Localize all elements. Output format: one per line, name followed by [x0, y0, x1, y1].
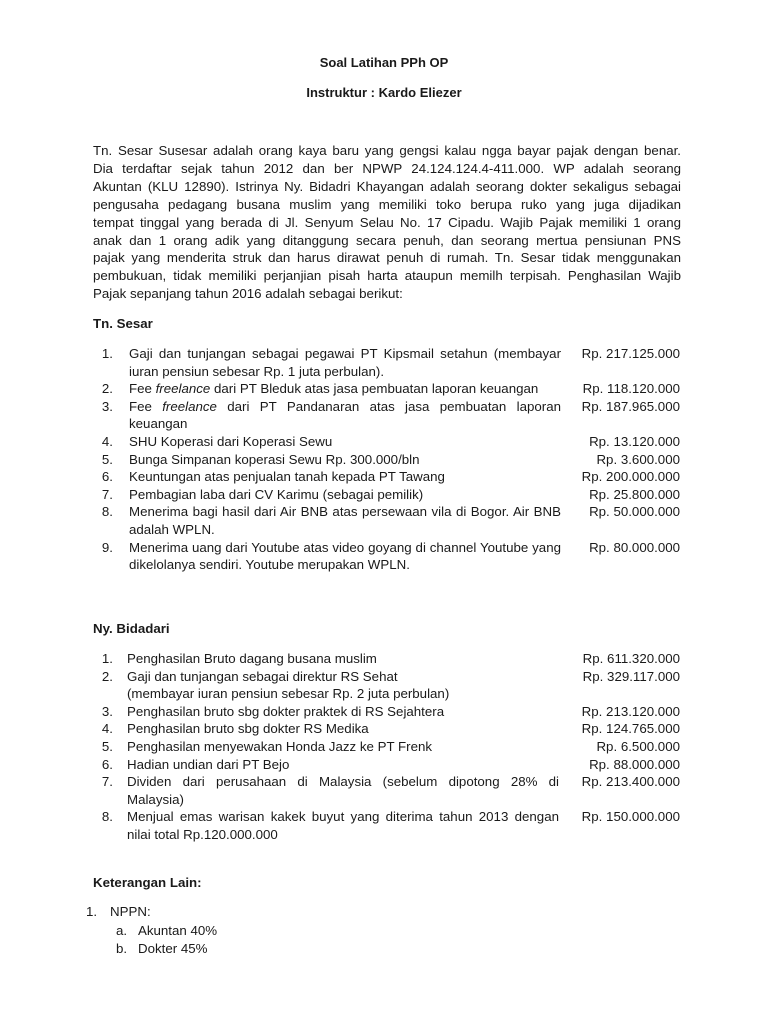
item-description: Fee freelance dari PT Bleduk atas jasa pembuatan laporan keuangan [129, 381, 539, 397]
item-description: Bunga Simpanan koperasi Sewu Rp. 300.000/bln [129, 451, 420, 467]
intro-line: pengusaha pedagang busana muslim yang memiliki toko berupa ruko yang juga dijadikan [93, 196, 681, 212]
item-description: Menerima bagi hasil dari Air BNB atas persewaan vila di Bogor. Air BNB adalah WPLN. [129, 504, 561, 537]
item-amount: Rp. 25.800.000 [589, 486, 680, 502]
item-amount: Rp. 124.765.000 [581, 721, 680, 737]
list-item [93, 486, 685, 504]
item-description: Hadian undian dari PT Bejo [127, 756, 290, 772]
intro-line: Dia terdaftar sejak tahun 2012 dan ber NPWP 24.124.124.4-411.000. WP adalah seorang [93, 160, 681, 176]
item-amount: Rp. 80.000.000 [589, 539, 680, 555]
item-number: 2. [101, 381, 113, 397]
list-item [86, 903, 486, 922]
item-description: Fee freelance dari PT Pandanaran atas jasa pembuatan laporan keuangan [129, 398, 561, 432]
item-amount: Rp. 6.500.000 [596, 738, 680, 754]
intro-line: Akuntan (KLU 12890). Istrinya Ny. Bidadri Khayangan adalah seorang dokter sekaligus sebagai [93, 178, 681, 194]
list-item [93, 398, 685, 433]
item-number: 2. [101, 668, 113, 684]
item-amount: Rp. 13.120.000 [589, 433, 680, 449]
item-description: SHU Koperasi dari Koperasi Sewu [129, 433, 333, 449]
instructor-line: Instruktur : Kardo Eliezer [306, 85, 462, 100]
document-title: Soal Latihan PPh OP [319, 55, 449, 70]
item-amount: Rp. 200.000.000 [581, 469, 680, 485]
sub-list-item [116, 922, 486, 941]
item-number: 5. [101, 451, 113, 467]
notes-list [86, 903, 486, 959]
list-item [93, 650, 685, 668]
list-item [93, 808, 685, 843]
sub-item-text: Akuntan 40% [138, 922, 218, 938]
intro-line: tempat tinggal yang berada di Jl. Senyum Selau No. 17 Cipadu. Wajib Pajak memiliki 1 orang [93, 214, 681, 230]
intro-line: pajak yang menderita struk dan harus dirawat penuh di rumah. Tn. Sesar tidak menggunakan [93, 250, 681, 266]
list-item [93, 703, 685, 721]
item-amount: Rp. 213.120.000 [581, 703, 680, 719]
sub-item-text: Dokter 45% [138, 941, 208, 956]
item-amount: Rp. 50.000.000 [589, 504, 680, 520]
item-description: Gaji dan tunjangan sebagai pegawai PT Kipsmail setahun (membayar iuran pensiun sebesar Rp. 1 juta perbulan). [129, 346, 561, 379]
item-number: 1. [101, 346, 113, 361]
item-description: Menjual emas warisan kakek buyut yang diterima tahun 2013 dengan nilai total Rp.120.000.000 [127, 809, 559, 842]
item-amount: Rp. 150.000.000 [581, 809, 680, 825]
list-item [93, 756, 685, 774]
item-number: 5. [101, 738, 113, 754]
item-amount: Rp. 611.320.000 [582, 651, 680, 666]
item-number: 3. [101, 398, 113, 414]
item-amount: Rp. 187.965.000 [581, 398, 680, 414]
sub-item-letter: a. [116, 922, 128, 938]
item-description: Penghasilan Bruto dagang busana muslim [127, 651, 377, 666]
item-description: Keuntungan atas penjualan tanah kepada PT Tawang [129, 469, 445, 485]
intro-line: Pajak sepanjang tahun 2016 adalah sebagai berikut: [93, 286, 403, 302]
item-number: 7. [101, 486, 113, 502]
item-description: Dividen dari perusahaan di Malaysia (sebelum dipotong 28% di Malaysia) [127, 774, 559, 807]
item-description: Menerima uang dari Youtube atas video goyang di channel Youtube yang dikelolanya sendiri. Youtube merupakan WPLN. [129, 539, 561, 573]
intro-line: anak dan 1 orang adik yang ditanggung secara penuh, dan seorang mertua pensiunan PNS [93, 232, 681, 248]
item-number: 1. [86, 904, 98, 919]
intro-line: pembukuan, tidak memiliki perjanjian pisah harta ataupun memilh terpisah. Penghasilan Wajib [93, 268, 681, 284]
item-amount: Rp. 88.000.000 [589, 756, 680, 772]
item-description: Penghasilan menyewakan Honda Jazz ke PT Frenk [127, 738, 433, 754]
section-heading-notes: Keterangan Lain: [93, 875, 202, 890]
list-item [93, 345, 685, 380]
item-number: 6. [101, 756, 113, 772]
item-description: Pembagian laba dari CV Karimu (sebagai pemilik) [129, 486, 424, 502]
item-amount: Rp. 217.125.000 [581, 346, 680, 361]
sesar-income-list [93, 345, 685, 574]
item-number: 4. [101, 721, 113, 737]
list-item [93, 380, 685, 398]
item-amount: Rp. 329.117.000 [582, 668, 680, 684]
list-item [93, 468, 685, 486]
item-description: Penghasilan bruto sbg dokter RS Medika [127, 721, 369, 737]
note-label: NPPN: [110, 904, 151, 919]
item-amount: Rp. 118.120.000 [582, 381, 680, 397]
item-number: 6. [101, 469, 113, 485]
list-item [93, 668, 685, 703]
list-item [93, 503, 685, 538]
item-number: 8. [101, 809, 113, 825]
item-description: Penghasilan bruto sbg dokter praktek di RS Sejahtera [127, 703, 445, 719]
item-number: 9. [101, 539, 113, 555]
list-item [93, 539, 685, 574]
item-number: 1. [101, 651, 113, 666]
list-item [93, 451, 685, 469]
item-number: 7. [101, 774, 113, 790]
item-number: 3. [101, 703, 113, 719]
list-item [93, 720, 685, 738]
item-amount: Rp. 213.400.000 [581, 774, 680, 790]
list-item [93, 738, 685, 756]
section-heading-bidadari: Ny. Bidadari [93, 621, 170, 636]
item-number: 4. [101, 433, 113, 449]
item-amount: Rp. 3.600.000 [596, 451, 680, 467]
list-item [93, 433, 685, 451]
bidadari-income-list [93, 650, 685, 844]
sub-item-letter: b. [116, 941, 128, 956]
item-number: 8. [101, 504, 113, 520]
intro-paragraph [93, 142, 681, 303]
list-item [93, 773, 685, 808]
sub-list-item [116, 940, 486, 959]
section-heading-sesar: Tn. Sesar [93, 316, 153, 331]
item-description: Gaji dan tunjangan sebagai direktur RS Sehat (membayar iuran pensiun sebesar Rp. 2 juta perbulan) [127, 668, 450, 702]
intro-line: Tn. Sesar Susesar adalah orang kaya baru yang gengsi kalau ngga bayar pajak dengan benar. [93, 143, 681, 158]
